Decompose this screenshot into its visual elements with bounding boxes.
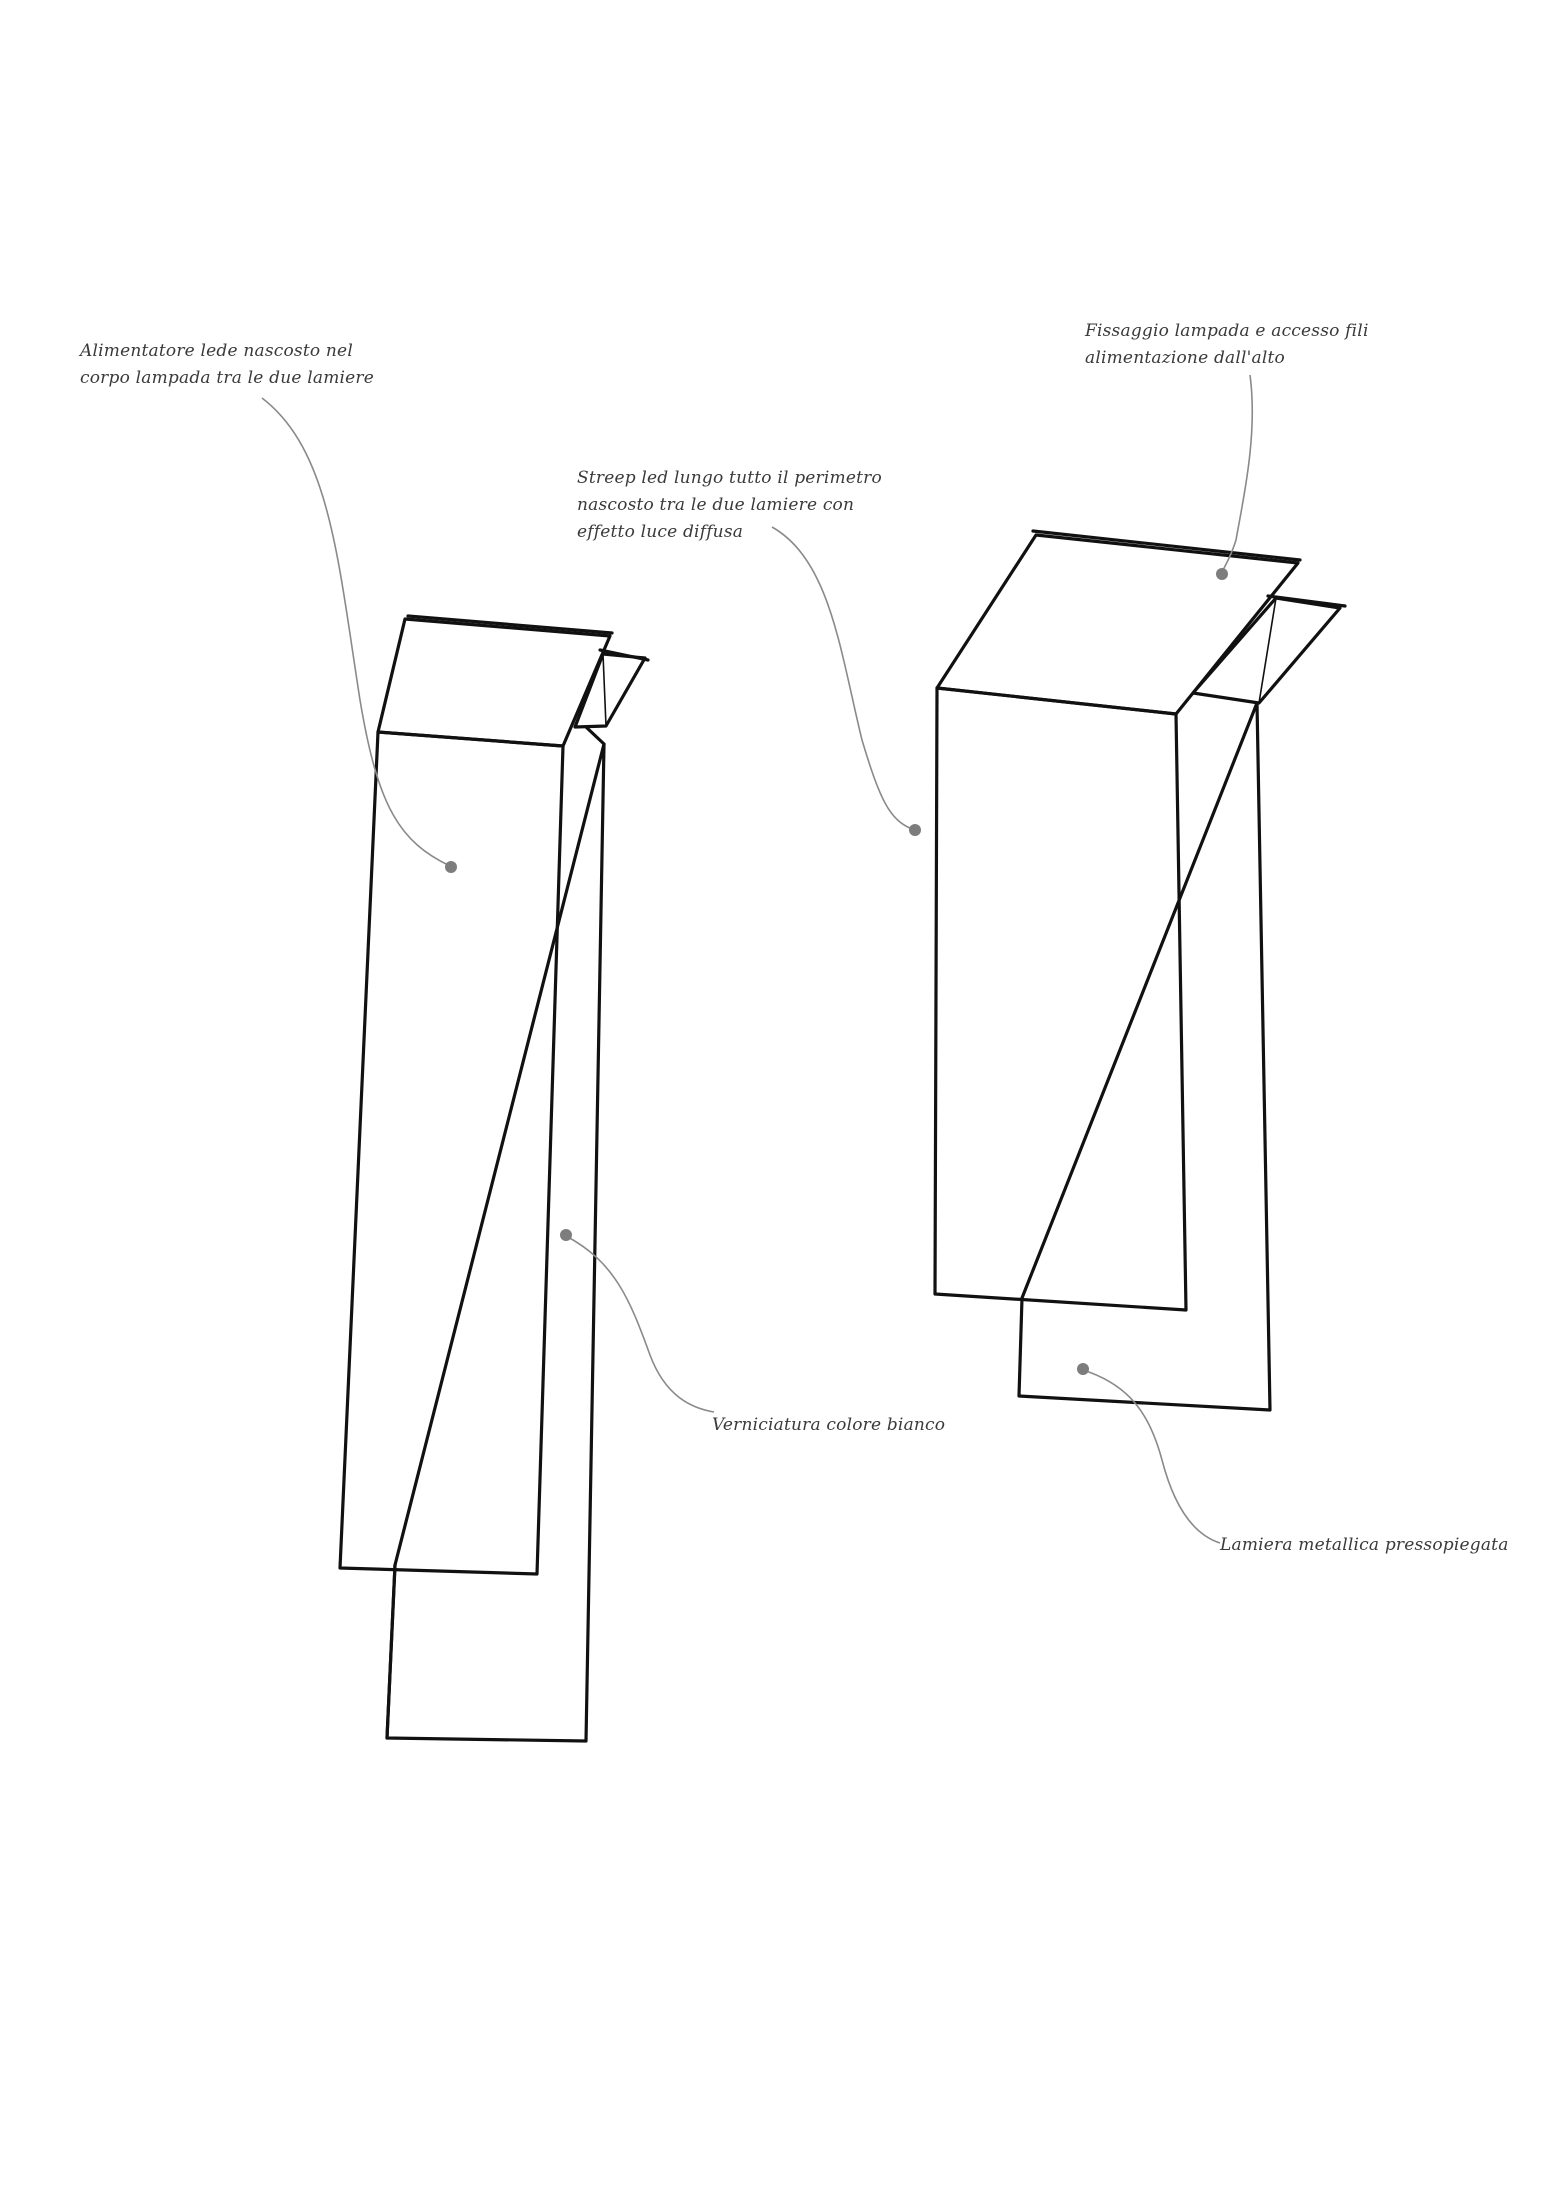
right-lamp	[935, 531, 1345, 1410]
right-lamp-back-panel	[1019, 703, 1270, 1410]
right-lamp-top-flap-edge	[1033, 531, 1300, 560]
leader-dot-alimentatore	[445, 861, 457, 873]
left-lamp	[340, 616, 648, 1741]
left-lamp-back-left-edge	[387, 1565, 395, 1738]
left-lamp-back-panel	[387, 744, 604, 1741]
right-lamp-back-flap-inner-2	[1193, 693, 1259, 703]
leader-lines	[262, 375, 1252, 1543]
leader-dot-verniciatura	[560, 1229, 572, 1241]
left-lamp-front-panel	[340, 732, 563, 1574]
left-lamp-top-flap-edge	[408, 616, 612, 633]
right-lamp-back-flap-top	[1268, 596, 1345, 606]
left-lamp-back-flap-inner	[603, 654, 606, 726]
leader-streep	[772, 527, 915, 830]
annotation-verniciatura: Verniciatura colore bianco	[712, 1415, 946, 1435]
annotation-lamiera: Lamiera metallica pressopiegata	[1220, 1535, 1509, 1555]
leader-dot-streep	[909, 824, 921, 836]
leader-lamiera	[1083, 1370, 1220, 1543]
annotation-alimentatore: Alimentatore lede nascosto nel corpo lampada tra le due lamiere	[80, 341, 375, 388]
annotation-streep-led: Streep led lungo tutto il perimetro nascosto tra le due lamiere con effetto luce diffusa	[577, 468, 882, 542]
leader-alimentatore	[262, 398, 450, 866]
annotation-fissaggio: Fissaggio lampada e accesso fili alimentazione dall'alto	[1085, 321, 1369, 368]
right-lamp-front-panel	[935, 688, 1186, 1310]
left-lamp-back-panel-top	[586, 727, 604, 744]
leader-verniciatura	[566, 1236, 714, 1412]
leader-dot-fissaggio	[1216, 568, 1228, 580]
right-lamp-top-flap	[937, 535, 1298, 714]
right-lamp-back-flap	[1193, 598, 1340, 703]
leader-dot-lamiera	[1077, 1363, 1089, 1375]
leader-fissaggio	[1222, 375, 1252, 573]
